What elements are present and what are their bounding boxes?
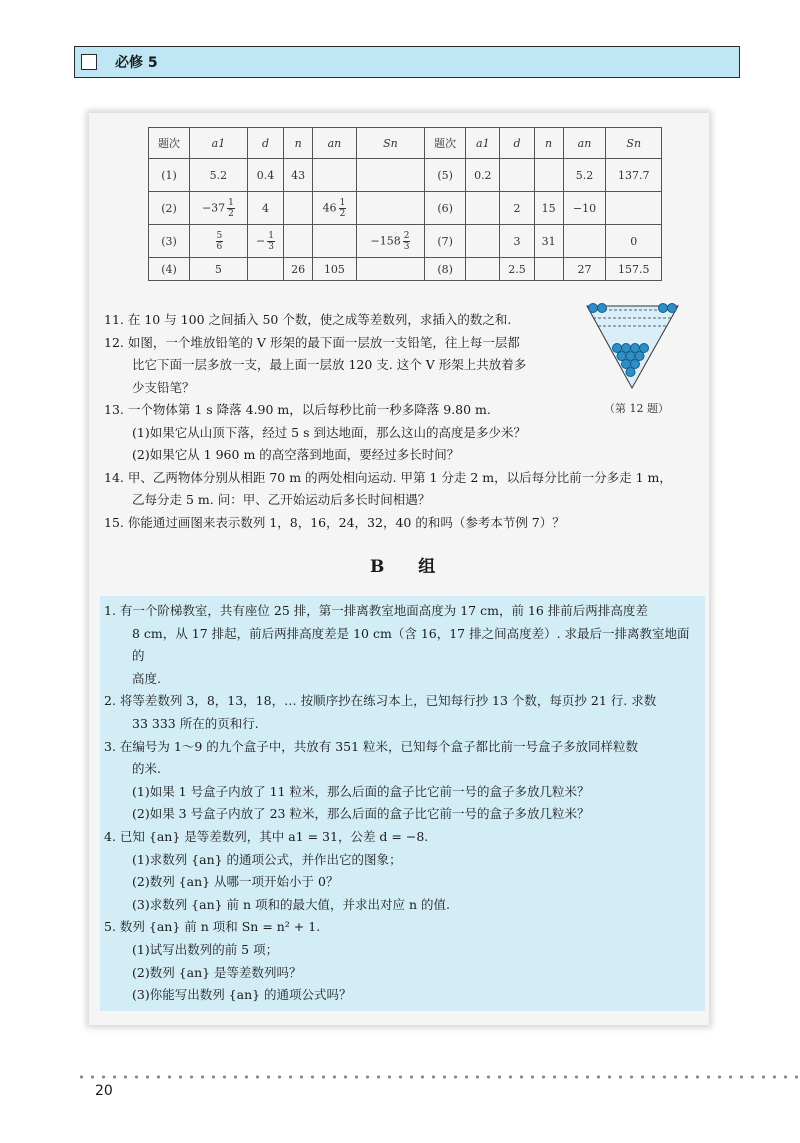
table-cell: 26 <box>284 258 313 281</box>
table-cell: 137.7 <box>606 159 662 192</box>
table-cell: 157.5 <box>606 258 662 281</box>
pencil-icon <box>631 360 640 369</box>
table-cell: 3 <box>500 225 534 258</box>
fraction-numerator: 1 <box>268 230 274 241</box>
table-header: an <box>313 128 357 159</box>
pencil-icon <box>589 304 598 313</box>
pencil-icon <box>668 304 677 313</box>
problem-13: 13. 一个物体第 1 s 降落 4.90 m，以后每秒比前一秒多降落 9.80 m. <box>104 402 491 417</box>
table-cell: (5) <box>425 159 466 192</box>
b-problem-5-part3: (3)你能写出数列 {an} 的通项公式吗？ <box>132 987 352 1003</box>
table-cell <box>500 159 534 192</box>
table-header: d <box>500 128 534 159</box>
table-header: 题次 <box>149 128 190 159</box>
table-row <box>149 225 662 258</box>
table-header: 题次 <box>425 128 466 159</box>
pencil-icon <box>640 344 649 353</box>
b-problem-5-part1: (1)试写出数列的前 5 项； <box>132 941 279 957</box>
answer-table <box>148 127 662 281</box>
page-number: 20 <box>95 1083 113 1099</box>
table-header-row <box>149 128 662 159</box>
table-cell <box>606 192 662 225</box>
table-cell <box>313 192 357 225</box>
table-cell: 31 <box>534 225 563 258</box>
problem-14-line2: 乙每分走 5 m. 问：甲、乙开始运动后多长时间相遇？ <box>132 492 431 507</box>
b-problem-5-part2: (2)数列 {an} 是等差数列吗？ <box>132 964 302 980</box>
fraction-numerator: 1 <box>339 197 346 208</box>
table-cell: 5.2 <box>563 159 606 192</box>
table-header: d <box>247 128 283 159</box>
chapter-title: 必修 5 <box>115 55 158 71</box>
table-header: a1 <box>190 128 248 159</box>
table-cell: 0.2 <box>466 159 500 192</box>
table-cell: (8) <box>425 258 466 281</box>
b-problem-1-line2: 8 cm，从 17 排起，前后两排高度差是 10 cm（含 16，17 排之间高度差）. 求最后一排离教室地面的 <box>132 625 690 664</box>
table-cell: −10 <box>563 192 606 225</box>
table-header: Sn <box>606 128 662 159</box>
b-problem-4-part2: (2)数列 {an} 从哪一项开始小于 0？ <box>132 874 339 890</box>
cell-int: 46 <box>322 201 337 214</box>
fraction <box>267 231 275 252</box>
fraction-denominator: 3 <box>403 241 410 252</box>
table-cell <box>356 159 424 192</box>
problem-12-line1: 12. 如图，一个堆放铅笔的 V 形架的最下面一层放一支铅笔，往上每一层都 <box>104 334 520 350</box>
table-cell <box>247 258 283 281</box>
fraction-denominator: 6 <box>216 241 223 252</box>
table-cell <box>356 192 424 225</box>
fraction <box>403 231 411 252</box>
cell-int: −37 <box>201 201 226 214</box>
b-problem-3-line2: 的米. <box>132 761 161 777</box>
table-cell <box>190 192 248 225</box>
table-cell: 2.5 <box>500 258 534 281</box>
table-cell: 0 <box>606 225 662 258</box>
table-cell <box>466 192 500 225</box>
b-problem-3-part2: (2)如果 3 号盒子内放了 23 粒米，那么后面的盒子比它前一号的盒子多放几粒米？ <box>132 806 590 822</box>
chapter-header <box>74 46 740 78</box>
fraction <box>339 198 347 219</box>
fraction-denominator: 2 <box>228 208 234 219</box>
table-cell <box>534 159 563 192</box>
pencil-icon <box>622 360 631 369</box>
table-header: a1 <box>466 128 500 159</box>
figure-caption: （第 12 题） <box>604 402 669 415</box>
table-cell: 2 <box>500 192 534 225</box>
cell-int: − <box>256 234 266 247</box>
table-header: n <box>284 128 313 159</box>
problem-11: 11. 在 10 与 100 之间插入 50 个数，使之成等差数列，求插入的数之和. <box>104 312 512 327</box>
table-cell: 105 <box>313 258 357 281</box>
cell-int: −158 <box>370 234 401 247</box>
table-row <box>149 192 662 225</box>
table-cell <box>356 258 424 281</box>
problem-13-part1: (1)如果它从山顶下落，经过 5 s 到达地面，那么这山的高度是多少米？ <box>132 424 526 440</box>
b-problem-4-part3: (3)求数列 {an} 前 n 项和的最大值，并求出对应 n 的值. <box>132 896 451 912</box>
b-problem-2-line1: 2. 将等差数列 3，8，13，18，… 按顺序抄在练习本上，已知每行抄 13 个数，每页抄 21 行. 求数 <box>104 693 657 709</box>
fraction-numerator: 2 <box>403 230 410 241</box>
table-cell: 15 <box>534 192 563 225</box>
pencil-icon <box>631 344 640 353</box>
table-cell <box>466 258 500 281</box>
table-cell: 0.4 <box>247 159 283 192</box>
fraction-denominator: 2 <box>339 208 346 219</box>
pencil-icon <box>617 352 626 361</box>
table-cell <box>466 225 500 258</box>
pencil-icon <box>626 368 635 377</box>
pencil-icon <box>613 344 622 353</box>
group-b-title: B 组 <box>370 557 450 577</box>
problem-13-part2: (2)如果它从 1 960 m 的高空落到地面，要经过多长时间？ <box>132 447 460 462</box>
b-problem-3-part1: (1)如果 1 号盒子内放了 11 粒米，那么后面的盒子比它前一号的盒子多放几粒米？ <box>132 783 590 799</box>
b-problem-5: 5. 数列 {an} 前 n 项和 Sn = n² + 1. <box>104 919 321 935</box>
table-cell <box>284 225 313 258</box>
b-problem-4-part1: (1)求数列 {an} 的通项公式，并作出它的图象； <box>132 851 402 867</box>
table-cell <box>313 159 357 192</box>
problem-14-line1: 14. 甲、乙两物体分别从相距 70 m 的两处相向运动. 甲第 1 分走 2 m，以后每分比前一分多走 1 m， <box>104 469 672 485</box>
b-problem-4: 4. 已知 {an} 是等差数列，其中 a1 = 31，公差 d = −8. <box>104 828 429 844</box>
table-cell <box>313 225 357 258</box>
pencil-icon <box>635 352 644 361</box>
table-header: an <box>563 128 606 159</box>
table-cell <box>190 225 248 258</box>
header-square-icon <box>81 54 97 70</box>
table-cell: 43 <box>284 159 313 192</box>
problem-15: 15. 你能通过画图来表示数列 1，8，16，24，32，40 的和吗（参考本节例 7）？ <box>104 514 565 530</box>
b-problem-1-line3: 高度. <box>132 670 161 686</box>
table-cell <box>247 225 283 258</box>
problem-12-line2: 比它下面一层多放一支，最上面一层放 120 支. 这个 V 形架上共放着多 <box>132 357 527 372</box>
exercise-list-b <box>104 600 694 1007</box>
fraction-numerator: 1 <box>228 197 234 208</box>
table-cell: 4 <box>247 192 283 225</box>
problem-12-line3: 少支铅笔？ <box>132 379 195 395</box>
table-cell: (7) <box>425 225 466 258</box>
b-problem-3-line1: 3. 在编号为 1～9 的九个盒子中，共放有 351 粒米，已知每个盒子都比前一号盒子多放同样粒数 <box>104 738 639 754</box>
pencil-icon <box>598 304 607 313</box>
table-row <box>149 159 662 192</box>
pencil-icon <box>622 344 631 353</box>
table-cell: 5 <box>190 258 248 281</box>
table-cell: (6) <box>425 192 466 225</box>
pencil-icon <box>626 352 635 361</box>
table-cell <box>563 225 606 258</box>
fraction-denominator: 3 <box>268 241 274 252</box>
pencil-icon <box>659 304 668 313</box>
b-problem-1-line1: 1. 有一个阶梯教室，共有座位 25 排，第一排离教室地面高度为 17 cm，前 16 排前后两排高度差 <box>104 603 648 618</box>
fraction <box>216 231 224 252</box>
table-cell: (1) <box>149 159 190 192</box>
table-cell <box>356 225 424 258</box>
table-header: Sn <box>356 128 424 159</box>
b-problem-2-line2: 33 333 所在的页和行. <box>132 715 259 731</box>
table-header: n <box>534 128 563 159</box>
table-row <box>149 258 662 281</box>
table-cell: (2) <box>149 192 190 225</box>
table-cell <box>284 192 313 225</box>
footer-divider <box>76 1075 800 1079</box>
fraction-numerator: 5 <box>216 230 223 241</box>
pencil-v-rack-figure <box>585 302 680 392</box>
table-cell <box>534 258 563 281</box>
fraction <box>227 198 235 219</box>
table-cell: 5.2 <box>190 159 248 192</box>
table-cell: (3) <box>149 225 190 258</box>
table-cell: 27 <box>563 258 606 281</box>
table-cell: (4) <box>149 258 190 281</box>
